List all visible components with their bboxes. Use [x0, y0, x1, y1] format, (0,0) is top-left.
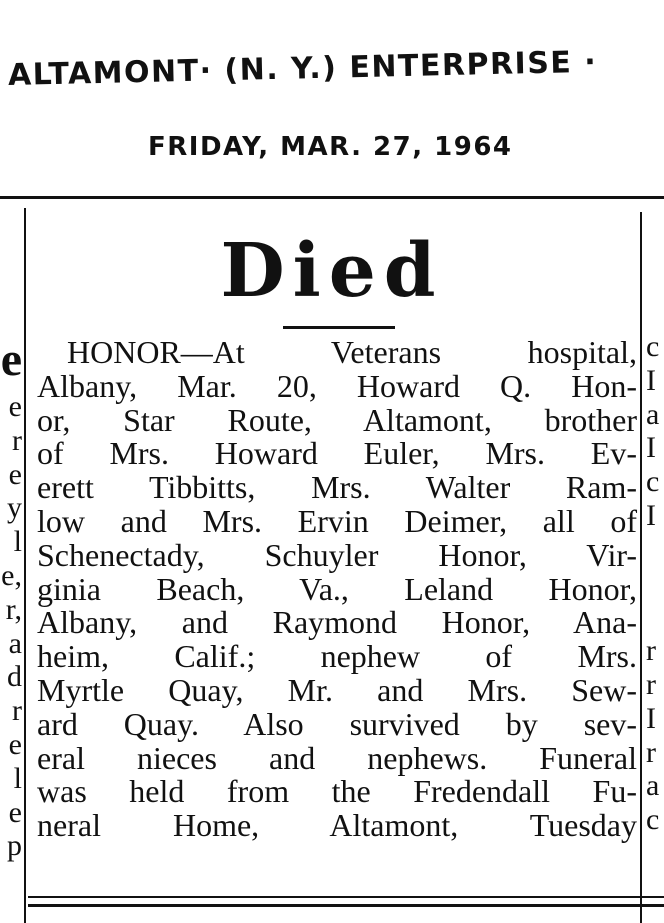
newspaper-masthead: ALTAMONT· (N. Y.) ENTERPRISE ·	[7, 44, 598, 93]
left-column-fragment: r	[12, 694, 22, 728]
body-line: erett Tibbitts, Mrs. Walter Ram-	[37, 469, 637, 506]
right-column-fragment	[646, 600, 664, 634]
body-line: ard Quay. Also survived by sev-	[37, 705, 637, 742]
left-column-fragment: l	[13, 761, 22, 795]
right-column-fragment	[646, 567, 664, 601]
left-column-fragment: l	[13, 525, 22, 559]
body-line: Albany, Mar. 20, Howard Q. Hon-	[37, 367, 637, 404]
left-column-fragment: e,	[1, 558, 22, 592]
adjacent-left-column	[0, 330, 22, 863]
body-line: was held from the Fredendall Fu-	[37, 773, 637, 810]
left-column-fragment: e	[8, 390, 22, 423]
right-column-fragment: I	[646, 363, 656, 397]
right-column-rule	[640, 212, 642, 923]
body-line: Myrtle Quay, Mr. and Mrs. Sew-	[37, 671, 637, 708]
body-line: Schenectady, Schuyler Honor, Vir-	[37, 536, 637, 573]
body-line: or, Star Route, Altamont, brother	[37, 401, 637, 438]
bottom-rules	[28, 896, 664, 907]
body-line: ginia Beach, Va., Leland Honor,	[37, 570, 637, 607]
left-column-fragment: r	[12, 423, 22, 457]
issue-dateline: FRIDAY, MAR. 27, 1964	[148, 132, 513, 162]
body-line: neral Home, Altamont, Tuesday	[37, 807, 637, 844]
right-column-fragment: r	[646, 667, 656, 701]
body-line: heim, Calif.; nephew of Mrs.	[37, 638, 637, 675]
right-column-fragment: I	[646, 701, 656, 735]
bottom-rule-thin	[28, 896, 664, 904]
masthead-rule	[0, 196, 664, 199]
left-column-fragment: e	[8, 795, 22, 829]
left-column-fragment: d	[7, 660, 22, 694]
right-column-fragment: a	[646, 397, 660, 431]
right-column-fragment: c	[646, 330, 660, 363]
right-column-fragment: I	[646, 498, 656, 532]
body-line: eral nieces and nephews. Funeral	[37, 739, 637, 776]
adjacent-right-column	[646, 330, 664, 837]
left-column-fragment: e	[8, 727, 22, 761]
right-column-fragment: a	[646, 769, 660, 803]
body-line: low and Mrs. Ervin Deimer, all of	[37, 502, 637, 539]
right-column-fragment: r	[646, 634, 656, 668]
obituary-headline: Died	[220, 228, 444, 314]
headline-rule	[283, 326, 395, 329]
bottom-rule-thick	[28, 904, 664, 907]
left-column-fragment: y	[7, 491, 22, 525]
right-column-fragment: c	[646, 803, 660, 837]
body-line: of Mrs. Howard Euler, Mrs. Ev-	[37, 435, 637, 472]
right-column-fragment: c	[646, 465, 660, 499]
left-column-fragment: p	[7, 829, 22, 863]
left-column-fragment: a	[8, 626, 22, 660]
body-line: Albany, and Raymond Honor, Ana-	[37, 604, 637, 641]
right-column-fragment	[646, 533, 664, 567]
body-line: HONOR—At Veterans hospital,	[67, 334, 637, 370]
left-column-fragment: e	[0, 333, 22, 386]
left-column-fragment: e	[8, 457, 22, 491]
right-column-fragment: I	[646, 431, 656, 465]
left-column-rule	[24, 208, 26, 923]
obituary-body	[37, 336, 637, 843]
left-column-fragment: r,	[5, 592, 22, 626]
right-column-fragment: r	[646, 735, 656, 769]
